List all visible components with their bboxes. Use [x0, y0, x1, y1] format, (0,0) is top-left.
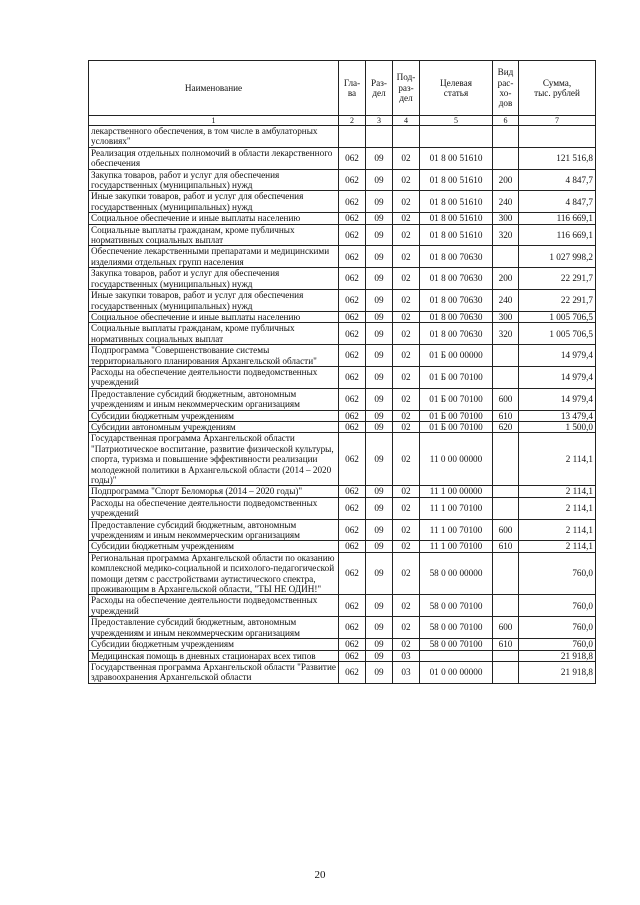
table-row — [89, 486, 596, 497]
cell-section: 09 — [366, 552, 393, 595]
cell-sum: 2 114,1 — [519, 497, 596, 519]
cell-expense-type — [493, 650, 519, 661]
cell-name: Социальное обеспечение и иные выплаты населению — [89, 213, 339, 224]
cell-section: 09 — [366, 650, 393, 661]
cell-expense-type: 240 — [493, 290, 519, 312]
cell-expense-type: 600 — [493, 617, 519, 639]
cell-sum: 22 291,7 — [519, 268, 596, 290]
cell-chapter: 062 — [339, 169, 366, 191]
table-row — [89, 541, 596, 552]
cell-target-article: 58 0 00 00000 — [420, 552, 493, 595]
cell-target-article: 01 Б 00 70100 — [420, 366, 493, 388]
cell-target-article: 01 8 00 70630 — [420, 290, 493, 312]
cell-expense-type: 240 — [493, 191, 519, 213]
cell-target-article: 01 8 00 51610 — [420, 224, 493, 246]
cell-name: Социальное обеспечение и иные выплаты населению — [89, 311, 339, 322]
cell-target-article: 01 8 00 51610 — [420, 191, 493, 213]
cell-subsection: 02 — [393, 486, 420, 497]
cell-target-article — [420, 126, 493, 148]
cell-section — [366, 126, 393, 148]
cell-subsection: 02 — [393, 421, 420, 432]
cell-chapter: 062 — [339, 421, 366, 432]
cell-name: Региональная программа Архангельской области по оказанию комплексной медико-социальной и психолого-педагогической помощи детям с расстройствами аутистического спектра, проживающим в Архангельской области, "ТЫ НЕ ОДИН!" — [89, 552, 339, 595]
table-row — [89, 410, 596, 421]
cell-subsection: 02 — [393, 169, 420, 191]
cell-name: Расходы на обеспечение деятельности подведомственных учреждений — [89, 366, 339, 388]
cell-chapter: 062 — [339, 268, 366, 290]
cell-chapter: 062 — [339, 345, 366, 367]
cell-chapter: 062 — [339, 433, 366, 486]
cell-target-article — [420, 650, 493, 661]
cell-chapter: 062 — [339, 661, 366, 683]
cell-section: 09 — [366, 147, 393, 169]
header-target-article: Целевая статья — [420, 61, 493, 116]
column-number: 1 — [89, 116, 339, 126]
cell-section: 09 — [366, 191, 393, 213]
cell-target-article: 01 8 00 51610 — [420, 213, 493, 224]
cell-name: Субсидии бюджетным учреждениям — [89, 639, 339, 650]
cell-target-article: 11 1 00 00000 — [420, 486, 493, 497]
cell-name: Расходы на обеспечение деятельности подведомственных учреждений — [89, 595, 339, 617]
cell-section: 09 — [366, 519, 393, 541]
table-row — [89, 388, 596, 410]
cell-sum: 1 005 706,5 — [519, 323, 596, 345]
cell-sum: 1 005 706,5 — [519, 311, 596, 322]
table-row — [89, 595, 596, 617]
cell-sum — [519, 126, 596, 148]
table-row — [89, 661, 596, 683]
cell-expense-type: 200 — [493, 268, 519, 290]
cell-chapter: 062 — [339, 486, 366, 497]
cell-name: Медицинская помощь в дневных стационарах всех типов — [89, 650, 339, 661]
cell-expense-type: 320 — [493, 323, 519, 345]
cell-subsection: 02 — [393, 224, 420, 246]
cell-name: Расходы на обеспечение деятельности подведомственных учреждений — [89, 497, 339, 519]
cell-target-article: 11 0 00 00000 — [420, 433, 493, 486]
cell-name: лекарственного обеспечения, в том числе в амбулаторных условиях" — [89, 126, 339, 148]
cell-sum: 2 114,1 — [519, 541, 596, 552]
cell-target-article: 58 0 00 70100 — [420, 617, 493, 639]
cell-subsection: 02 — [393, 433, 420, 486]
cell-expense-type — [493, 661, 519, 683]
cell-sum: 116 669,1 — [519, 213, 596, 224]
table-row — [89, 169, 596, 191]
cell-chapter: 062 — [339, 366, 366, 388]
cell-sum: 14 979,4 — [519, 345, 596, 367]
cell-name: Субсидии бюджетным учреждениям — [89, 541, 339, 552]
column-number: 5 — [420, 116, 493, 126]
cell-section: 09 — [366, 541, 393, 552]
cell-sum: 21 918,8 — [519, 661, 596, 683]
cell-subsection: 02 — [393, 268, 420, 290]
table-row — [89, 497, 596, 519]
table-row — [89, 290, 596, 312]
cell-section: 09 — [366, 323, 393, 345]
page-number: 20 — [314, 869, 326, 881]
cell-name: Государственная программа Архангельской области "Развитие здравоохранения Архангельской области — [89, 661, 339, 683]
cell-chapter: 062 — [339, 595, 366, 617]
cell-sum: 121 516,8 — [519, 147, 596, 169]
table-row — [89, 191, 596, 213]
cell-name: Социальные выплаты гражданам, кроме публичных нормативных социальных выплат — [89, 323, 339, 345]
cell-chapter: 062 — [339, 323, 366, 345]
cell-target-article: 01 Б 00 70100 — [420, 421, 493, 432]
cell-sum: 2 114,1 — [519, 519, 596, 541]
cell-name: Обеспечение лекарственными препаратами и медицинскими изделиями отдельных групп населения — [89, 246, 339, 268]
cell-target-article: 01 Б 00 70100 — [420, 388, 493, 410]
cell-section: 09 — [366, 290, 393, 312]
cell-chapter: 062 — [339, 388, 366, 410]
cell-subsection: 02 — [393, 519, 420, 541]
table-row — [89, 552, 596, 595]
cell-sum: 760,0 — [519, 617, 596, 639]
cell-expense-type — [493, 147, 519, 169]
cell-chapter: 062 — [339, 246, 366, 268]
cell-expense-type — [493, 345, 519, 367]
cell-chapter: 062 — [339, 639, 366, 650]
cell-expense-type: 620 — [493, 421, 519, 432]
cell-chapter: 062 — [339, 147, 366, 169]
table-row — [89, 323, 596, 345]
table-row — [89, 366, 596, 388]
cell-chapter: 062 — [339, 617, 366, 639]
cell-expense-type — [493, 366, 519, 388]
cell-expense-type: 600 — [493, 519, 519, 541]
cell-chapter: 062 — [339, 552, 366, 595]
cell-subsection: 02 — [393, 191, 420, 213]
cell-subsection: 02 — [393, 345, 420, 367]
cell-target-article: 01 8 00 70630 — [420, 323, 493, 345]
column-number: 4 — [393, 116, 420, 126]
cell-subsection — [393, 126, 420, 148]
cell-sum: 1 500,0 — [519, 421, 596, 432]
header-expense-type: Вид рас- хо- дов — [493, 61, 519, 116]
table-row — [89, 617, 596, 639]
table-row — [89, 639, 596, 650]
cell-section: 09 — [366, 595, 393, 617]
table-row — [89, 126, 596, 148]
cell-section: 09 — [366, 421, 393, 432]
cell-section: 09 — [366, 486, 393, 497]
cell-subsection: 02 — [393, 595, 420, 617]
table-row — [89, 224, 596, 246]
cell-expense-type: 600 — [493, 388, 519, 410]
cell-name: Государственная программа Архангельской области "Патриотическое воспитание, развитие физической культуры, спорта, туризма и повышение эффективности реализации молодежной политики в Архангельской области (2014 – 2020 годы)" — [89, 433, 339, 486]
cell-subsection: 02 — [393, 147, 420, 169]
cell-name: Иные закупки товаров, работ и услуг для обеспечения государственных (муниципальных) нужд — [89, 290, 339, 312]
cell-target-article: 58 0 00 70100 — [420, 595, 493, 617]
cell-name: Закупка товаров, работ и услуг для обеспечения государственных (муниципальных) нужд — [89, 268, 339, 290]
cell-subsection: 02 — [393, 213, 420, 224]
cell-sum: 760,0 — [519, 552, 596, 595]
cell-section: 09 — [366, 661, 393, 683]
cell-expense-type — [493, 246, 519, 268]
cell-chapter: 062 — [339, 650, 366, 661]
cell-sum: 14 979,4 — [519, 388, 596, 410]
cell-target-article: 11 1 00 70100 — [420, 541, 493, 552]
cell-section: 09 — [366, 617, 393, 639]
column-number: 6 — [493, 116, 519, 126]
cell-target-article: 01 8 00 70630 — [420, 268, 493, 290]
cell-chapter: 062 — [339, 410, 366, 421]
cell-sum: 1 027 998,2 — [519, 246, 596, 268]
cell-expense-type — [493, 433, 519, 486]
cell-sum: 4 847,7 — [519, 169, 596, 191]
cell-sum: 2 114,1 — [519, 433, 596, 486]
cell-expense-type — [493, 126, 519, 148]
cell-subsection: 02 — [393, 541, 420, 552]
cell-subsection: 02 — [393, 290, 420, 312]
table-row — [89, 433, 596, 486]
cell-subsection: 02 — [393, 323, 420, 345]
cell-section: 09 — [366, 169, 393, 191]
table-row — [89, 345, 596, 367]
header-sum: Сумма, тыс. рублей — [519, 61, 596, 116]
cell-subsection: 02 — [393, 311, 420, 322]
cell-expense-type — [493, 497, 519, 519]
cell-section: 09 — [366, 433, 393, 486]
table-row — [89, 519, 596, 541]
cell-sum: 22 291,7 — [519, 290, 596, 312]
cell-expense-type: 610 — [493, 410, 519, 421]
table-body — [89, 126, 596, 684]
cell-sum: 116 669,1 — [519, 224, 596, 246]
cell-chapter: 062 — [339, 290, 366, 312]
cell-section: 09 — [366, 366, 393, 388]
cell-sum: 21 918,8 — [519, 650, 596, 661]
cell-chapter — [339, 126, 366, 148]
table-row — [89, 268, 596, 290]
cell-expense-type: 610 — [493, 639, 519, 650]
cell-subsection: 02 — [393, 497, 420, 519]
column-number: 7 — [519, 116, 596, 126]
cell-expense-type: 320 — [493, 224, 519, 246]
cell-subsection: 02 — [393, 246, 420, 268]
cell-target-article: 01 Б 00 00000 — [420, 345, 493, 367]
cell-target-article: 11 1 00 70100 — [420, 519, 493, 541]
cell-section: 09 — [366, 213, 393, 224]
cell-target-article: 01 Б 00 70100 — [420, 410, 493, 421]
cell-chapter: 062 — [339, 191, 366, 213]
cell-section: 09 — [366, 388, 393, 410]
cell-expense-type — [493, 595, 519, 617]
cell-target-article: 01 8 00 51610 — [420, 169, 493, 191]
cell-target-article: 01 0 00 00000 — [420, 661, 493, 683]
cell-name: Предоставление субсидий бюджетным, автономным учреждениям и иным некоммерческим организациям — [89, 519, 339, 541]
header-subsection: Под- раз- дел — [393, 61, 420, 116]
cell-name: Предоставление субсидий бюджетным, автономным учреждениям и иным некоммерческим организациям — [89, 617, 339, 639]
cell-section: 09 — [366, 410, 393, 421]
table-row — [89, 213, 596, 224]
cell-target-article: 01 8 00 70630 — [420, 311, 493, 322]
table-row — [89, 246, 596, 268]
cell-target-article: 11 1 00 70100 — [420, 497, 493, 519]
cell-sum: 760,0 — [519, 595, 596, 617]
cell-subsection: 03 — [393, 661, 420, 683]
cell-section: 09 — [366, 311, 393, 322]
table-row — [89, 311, 596, 322]
cell-expense-type: 610 — [493, 541, 519, 552]
cell-sum: 14 979,4 — [519, 366, 596, 388]
cell-subsection: 03 — [393, 650, 420, 661]
cell-target-article: 01 8 00 51610 — [420, 147, 493, 169]
column-number: 3 — [366, 116, 393, 126]
cell-section: 09 — [366, 224, 393, 246]
cell-sum: 2 114,1 — [519, 486, 596, 497]
cell-subsection: 02 — [393, 366, 420, 388]
table-row — [89, 421, 596, 432]
cell-subsection: 02 — [393, 552, 420, 595]
budget-table — [88, 60, 596, 684]
cell-subsection: 02 — [393, 617, 420, 639]
cell-chapter: 062 — [339, 497, 366, 519]
column-number-row — [89, 116, 596, 126]
cell-section: 09 — [366, 268, 393, 290]
cell-subsection: 02 — [393, 410, 420, 421]
cell-expense-type: 300 — [493, 213, 519, 224]
cell-section: 09 — [366, 246, 393, 268]
column-number: 2 — [339, 116, 366, 126]
cell-subsection: 02 — [393, 388, 420, 410]
cell-section: 09 — [366, 639, 393, 650]
cell-chapter: 062 — [339, 213, 366, 224]
cell-sum: 13 479,4 — [519, 410, 596, 421]
cell-chapter: 062 — [339, 224, 366, 246]
cell-sum: 760,0 — [519, 639, 596, 650]
cell-name: Иные закупки товаров, работ и услуг для обеспечения государственных (муниципальных) нужд — [89, 191, 339, 213]
cell-target-article: 01 8 00 70630 — [420, 246, 493, 268]
table-row — [89, 650, 596, 661]
cell-name: Закупка товаров, работ и услуг для обеспечения государственных (муниципальных) нужд — [89, 169, 339, 191]
cell-section: 09 — [366, 345, 393, 367]
cell-expense-type — [493, 486, 519, 497]
cell-name: Социальные выплаты гражданам, кроме публичных нормативных социальных выплат — [89, 224, 339, 246]
cell-name: Субсидии бюджетным учреждениям — [89, 410, 339, 421]
header-section: Раз- дел — [366, 61, 393, 116]
cell-section: 09 — [366, 497, 393, 519]
cell-subsection: 02 — [393, 639, 420, 650]
cell-sum: 4 847,7 — [519, 191, 596, 213]
cell-name: Подпрограмма "Спорт Беломорья (2014 – 2020 годы)" — [89, 486, 339, 497]
cell-name: Подпрограмма "Совершенствование системы территориального планирования Архангельской области" — [89, 345, 339, 367]
table-row — [89, 147, 596, 169]
cell-name: Субсидии автономным учреждениям — [89, 421, 339, 432]
cell-target-article: 58 0 00 70100 — [420, 639, 493, 650]
cell-expense-type — [493, 552, 519, 595]
cell-chapter: 062 — [339, 311, 366, 322]
header-name: Наименование — [89, 61, 339, 116]
header-chapter: Гла- ва — [339, 61, 366, 116]
cell-chapter: 062 — [339, 541, 366, 552]
cell-expense-type: 200 — [493, 169, 519, 191]
header-row — [89, 61, 596, 116]
cell-chapter: 062 — [339, 519, 366, 541]
cell-expense-type: 300 — [493, 311, 519, 322]
cell-name: Реализация отдельных полномочий в области лекарственного обеспечения — [89, 147, 339, 169]
cell-name: Предоставление субсидий бюджетным, автономным учреждениям и иным некоммерческим организациям — [89, 388, 339, 410]
